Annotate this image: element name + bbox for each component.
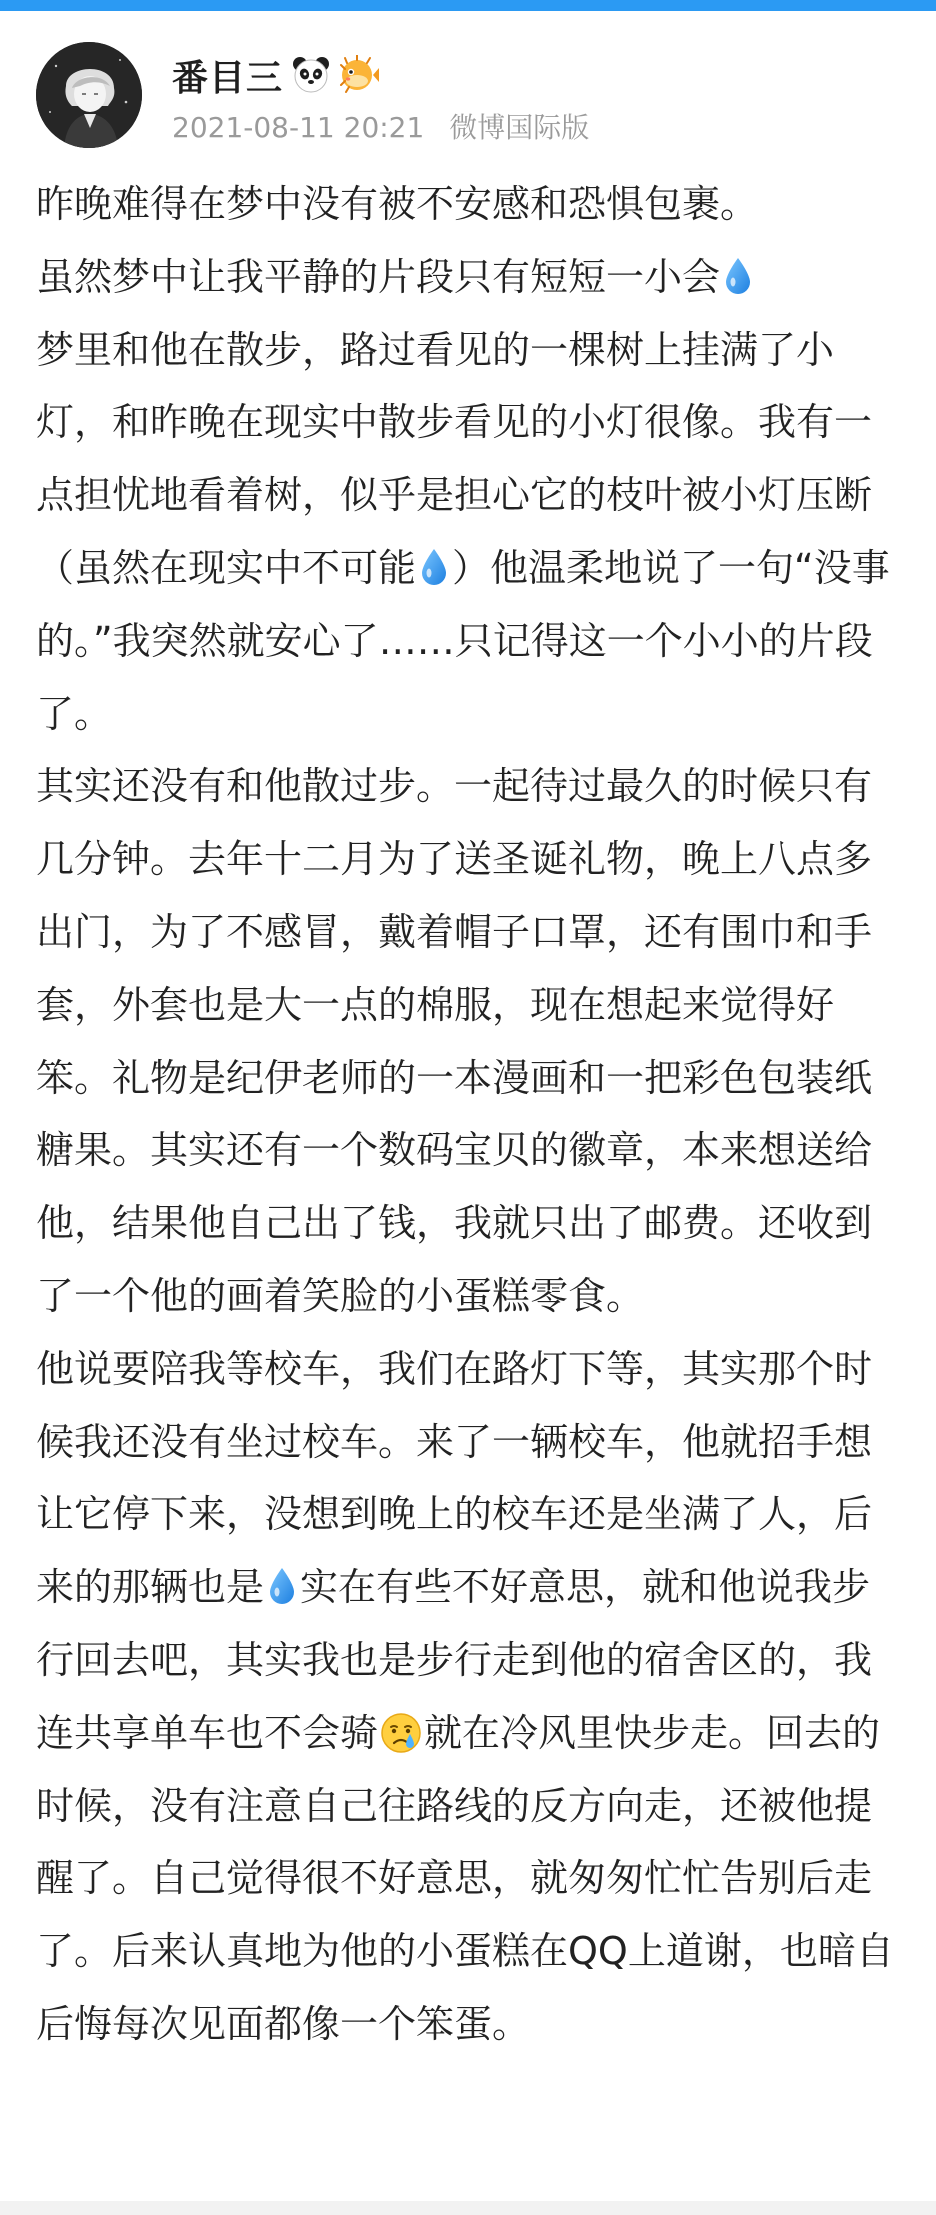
post-paragraph — [36, 241, 906, 314]
post-paragraph — [36, 750, 906, 1332]
post-text: 就在冷风里快步走。回去的时候，没有注意自己往路线的反方向走，还被他提醒了。自己觉得很不好意思，就匆匆忙忙告别后走了。后来认真地为他的小蛋糕在QQ上道谢，也暗自后悔每次见面都像一个笨蛋。 — [36, 1710, 894, 2046]
top-accent-bar — [0, 0, 936, 11]
avatar[interactable] — [36, 42, 142, 148]
post-text: 虽然梦中让我平静的片段只有短短一小会 — [36, 254, 721, 299]
panda-icon — [291, 55, 331, 95]
post-text: 其实还没有和他散过步。一起待过最久的时候只有几分钟。去年十二月为了送圣诞礼物，晚上八点多出门，为了不感冒，戴着帽子口罩，还有围巾和手套，外套也是大一点的棉服，现在想起来觉得好笨。礼物是纪伊老师的一本漫画和一把彩色包装纸糖果。其实还有一个数码宝贝的徽章，本来想送给他，结果他自己出了钱，我就只出了邮费。还收到了一个他的画着笑脸的小蛋糕零食。 — [36, 764, 873, 1318]
author-row — [172, 50, 379, 100]
post-body — [36, 168, 906, 2061]
bottom-divider — [0, 2201, 936, 2215]
water-drop-icon — [267, 1557, 297, 1597]
pufferfish-icon — [339, 55, 379, 95]
post-timestamp: 2021-08-11 20:21 — [172, 111, 425, 144]
post-paragraph — [36, 314, 906, 751]
water-drop-icon — [419, 538, 449, 578]
post-paragraph — [36, 168, 906, 241]
post-text: 昨晚难得在梦中没有被不安感和恐惧包裹。 — [36, 182, 759, 226]
author-name[interactable]: 番目三 — [172, 57, 284, 99]
post-text: 实在有些不好意思，就和他说我步行回去吧，其实我也是步行走到他的宿舍区的，我连共享单车也不会骑 — [36, 1565, 873, 1755]
post-source[interactable]: 微博国际版 — [449, 111, 590, 144]
post-header — [36, 42, 900, 152]
avatar-illustration — [36, 42, 142, 148]
post-text: 他说要陪我等校车，我们在路灯下等，其实那个时候我还没有坐过校车。来了一辆校车，他就招手想让它停下来，没想到晚上的校车还是坐满了人，后来的那辆也是 — [36, 1346, 873, 1610]
post-text: ）他温柔地说了一句“没事的。”我突然就安心了……只记得这一个小小的片段了。 — [36, 545, 890, 736]
water-drop-icon — [723, 247, 753, 287]
post-meta — [172, 106, 589, 146]
crying-face-icon — [380, 1705, 422, 1747]
post-text: 梦里和他在散步，路过看见的一棵树上挂满了小灯，和昨晚在现实中散步看见的小灯很像。我有一点担忧地看着树，似乎是担心它的枝叶被小灯压断（虽然在现实中不可能 — [36, 327, 873, 590]
post-paragraph — [36, 1333, 906, 2061]
